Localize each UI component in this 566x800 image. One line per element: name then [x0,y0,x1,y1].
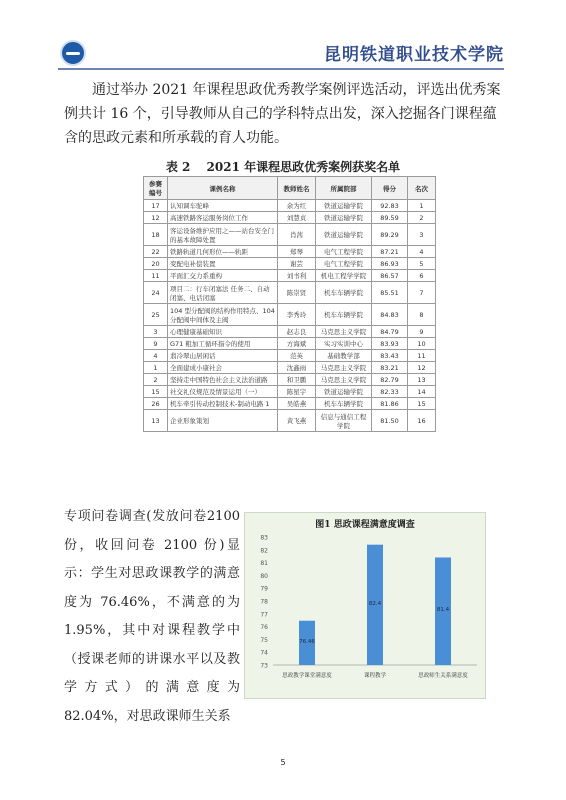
table-cell: 5 [408,258,436,270]
table-row [144,410,436,432]
table-cell: 2 [144,374,168,386]
table-cell: 铁道运输学院 [316,212,372,224]
header-cell: 课例名称 [168,177,278,200]
table-row [144,200,436,212]
table-cell: 6 [408,270,436,282]
survey-paragraph: 专项问卷调查(发放问卷2100 份，收回问卷 2100 份)显示：学生对思政课教学的满意度为 76.46%，不满意的为1.95%，其中对课程教学中（授课老师的讲课水平以及教学方式）的满意度为82.04%，对思政课师生关系 [64,509,240,724]
table-cell: 15 [408,398,436,410]
table-cell: 9 [144,338,168,350]
table-cell: 实习实训中心 [316,338,372,350]
table-cell: 4 [408,246,436,258]
table-cell: 92.83 [372,200,408,212]
table-cell: 心理健康基础知识 [168,326,278,338]
table-cell: 85.51 [372,282,408,304]
table-cell: 刘书利 [278,270,316,282]
table-cell: 8 [408,304,436,326]
y-tick-label: 77 [260,611,268,619]
award-table [143,176,436,432]
intro-paragraph: 通过举办 2021 年课程思政优秀教学案例评选活动，评选出优秀案例共计 16 个，引导教师从自己的学科特点出发，深入挖掘各门课程蕴含的思政元素和所承载的育人功能。 [64,82,501,146]
header-cell: 参赛编号 [144,177,168,200]
table-row [144,362,436,374]
school-logo-icon [60,40,86,66]
table-row [144,246,436,258]
table-cell: 82.33 [372,386,408,398]
table-cell: 83.21 [372,362,408,374]
table-cell: 3 [144,326,168,338]
bar-data-label: 81.4 [436,607,450,614]
x-category-label: 课程教学 [363,673,387,679]
y-tick-label: 76 [260,624,268,632]
table-cell: 范英 [278,350,316,362]
table-row [144,304,436,326]
table-caption: 表 2 2021 年课程思政优秀案例获奖名单 [165,160,401,174]
table-cell: 7 [408,282,436,304]
table-cell: 谢芸 [278,258,316,270]
table-cell: 2 [408,212,436,224]
table-cell: 84.79 [372,326,408,338]
header-cell: 名次 [408,177,436,200]
table-cell: 刘慧贞 [278,212,316,224]
table-cell: 9 [408,326,436,338]
table-cell: 22 [144,246,168,258]
table-cell: 翡冷翠山居闲话 [168,350,278,362]
table-cell: G71 粗加工循环指令的使用 [168,338,278,350]
table-cell: 13 [144,410,168,432]
table-cell: 15 [144,386,168,398]
table-cell: 86.93 [372,258,408,270]
table-cell: 铁路轨道几何形位——轨距 [168,246,278,258]
table-cell: 坚持走中国特色社会主义法治道路 [168,374,278,386]
table-row [144,350,436,362]
page-number: 5 [280,758,286,767]
satisfaction-chart [244,512,486,699]
table-cell: 11 [144,270,168,282]
y-tick-label: 75 [260,636,268,644]
table-cell: 陈星宇 [278,386,316,398]
table-cell: 电气工程学院 [316,246,372,258]
table-cell: 10 [408,338,436,350]
y-tick-label: 83 [260,534,268,542]
table-cell: 铁道运输学院 [316,386,372,398]
table-cell: 铁道运输学院 [316,224,372,246]
table-cell: 机车车辆学院 [316,282,372,304]
table-cell: 86.57 [372,270,408,282]
table-cell: 铁道运输学院 [316,200,372,212]
table-cell: 87.21 [372,246,408,258]
x-category-label: 思政师生关系满意度 [418,673,468,679]
table-cell: 机车牵引传动控制技术-制动电路 1 [168,398,278,410]
table-cell: 陈崇贤 [278,282,316,304]
award-table-body [144,200,436,432]
table-cell: 12 [144,212,168,224]
table-cell: 信息与通信工程学院 [316,410,372,432]
bar-data-label: 82.4 [368,600,382,607]
table-cell: 社交礼仪规范及情景运用（一） [168,386,278,398]
table-row [144,270,436,282]
table-cell: 马克思主义学院 [316,362,372,374]
table-row [144,282,436,304]
y-tick-label: 73 [260,662,268,670]
school-name: 昆明铁道职业技术学院 [324,45,504,65]
table-cell: 83.93 [372,338,408,350]
table-cell: 1 [144,362,168,374]
table-row [144,212,436,224]
table-row [144,398,436,410]
table-cell: 李秀玲 [278,304,316,326]
table-cell: 高速铁路客运服务岗位工作 [168,212,278,224]
table-cell: 89.29 [372,224,408,246]
y-tick-label: 81 [260,560,268,568]
y-tick-label: 80 [260,572,268,580]
table-cell: 赵志良 [278,326,316,338]
table-row [144,224,436,246]
table-cell: 24 [144,282,168,304]
table-cell: 方海斌 [278,338,316,350]
table-cell: 吴皓燕 [278,398,316,410]
table-row [144,386,436,398]
table-cell: 17 [144,200,168,212]
bar-data-label: 76.46 [299,638,315,645]
table-cell: 18 [144,224,168,246]
chart-title: 图1 思政课程满意度调查 [315,520,415,530]
table-cell: 13 [408,374,436,386]
y-tick-label: 79 [260,585,268,593]
table-cell: 20 [144,258,168,270]
table-cell: 沈鑫雨 [278,362,316,374]
table-cell: 黄飞燕 [278,410,316,432]
table-cell: 84.83 [372,304,408,326]
table-row [144,338,436,350]
bar-chart-svg [245,513,485,698]
table-cell: 客运设备维护应用之——站台安全门的基本故障处置 [168,224,278,246]
y-tick-label: 78 [260,598,268,606]
table-cell: 81.86 [372,398,408,410]
table-cell: 14 [408,386,436,398]
table-row [144,374,436,386]
table-cell: 企业形象策划 [168,410,278,432]
award-table-container [143,176,435,432]
table-cell: 81.50 [372,410,408,432]
table-cell: 马克思主义学院 [316,374,372,386]
header-divider [58,68,504,70]
table-header-row [144,177,436,200]
table-cell: 机电工程学学院 [316,270,372,282]
table-cell: 1 [408,200,436,212]
header-cell: 得分 [372,177,408,200]
table-cell: 83.43 [372,350,408,362]
table-cell: 马克思主义学院 [316,326,372,338]
y-tick-label: 74 [260,649,268,657]
header-cell: 教师姓名 [278,177,316,200]
table-cell: 基础教学部 [316,350,372,362]
table-cell: 12 [408,362,436,374]
table-row [144,326,436,338]
x-category-label: 思政教学课堂满意度 [282,673,332,679]
table-cell: 变配电补偿装置 [168,258,278,270]
y-tick-label: 82 [260,547,268,555]
table-cell: 认知调车驼峰 [168,200,278,212]
table-cell: 平面汇交力系重构 [168,270,278,282]
table-cell: 16 [408,410,436,432]
table-cell: 和卫鹏 [278,374,316,386]
table-cell: 机车车辆学院 [316,304,372,326]
table-cell: 82.79 [372,374,408,386]
table-cell: 11 [408,350,436,362]
table-cell: 3 [408,224,436,246]
page-header [0,0,566,65]
table-cell: 郑琴 [278,246,316,258]
table-cell: 余为红 [278,200,316,212]
table-cell: 项目二：行车闭塞法 任务二、自动闭塞、电话闭塞 [168,282,278,304]
table-cell: 电气工程学院 [316,258,372,270]
table-cell: 机车车辆学院 [316,398,372,410]
table-cell: 104 型分配阀的结构作用特点、104 分配阀中间体及主阀 [168,304,278,326]
table-cell: 肖茜 [278,224,316,246]
table-cell: 4 [144,350,168,362]
header-cell: 所属院部 [316,177,372,200]
table-cell: 25 [144,304,168,326]
table-row [144,258,436,270]
table-cell: 全面建成小康社会 [168,362,278,374]
table-cell: 89.59 [372,212,408,224]
table-cell: 26 [144,398,168,410]
